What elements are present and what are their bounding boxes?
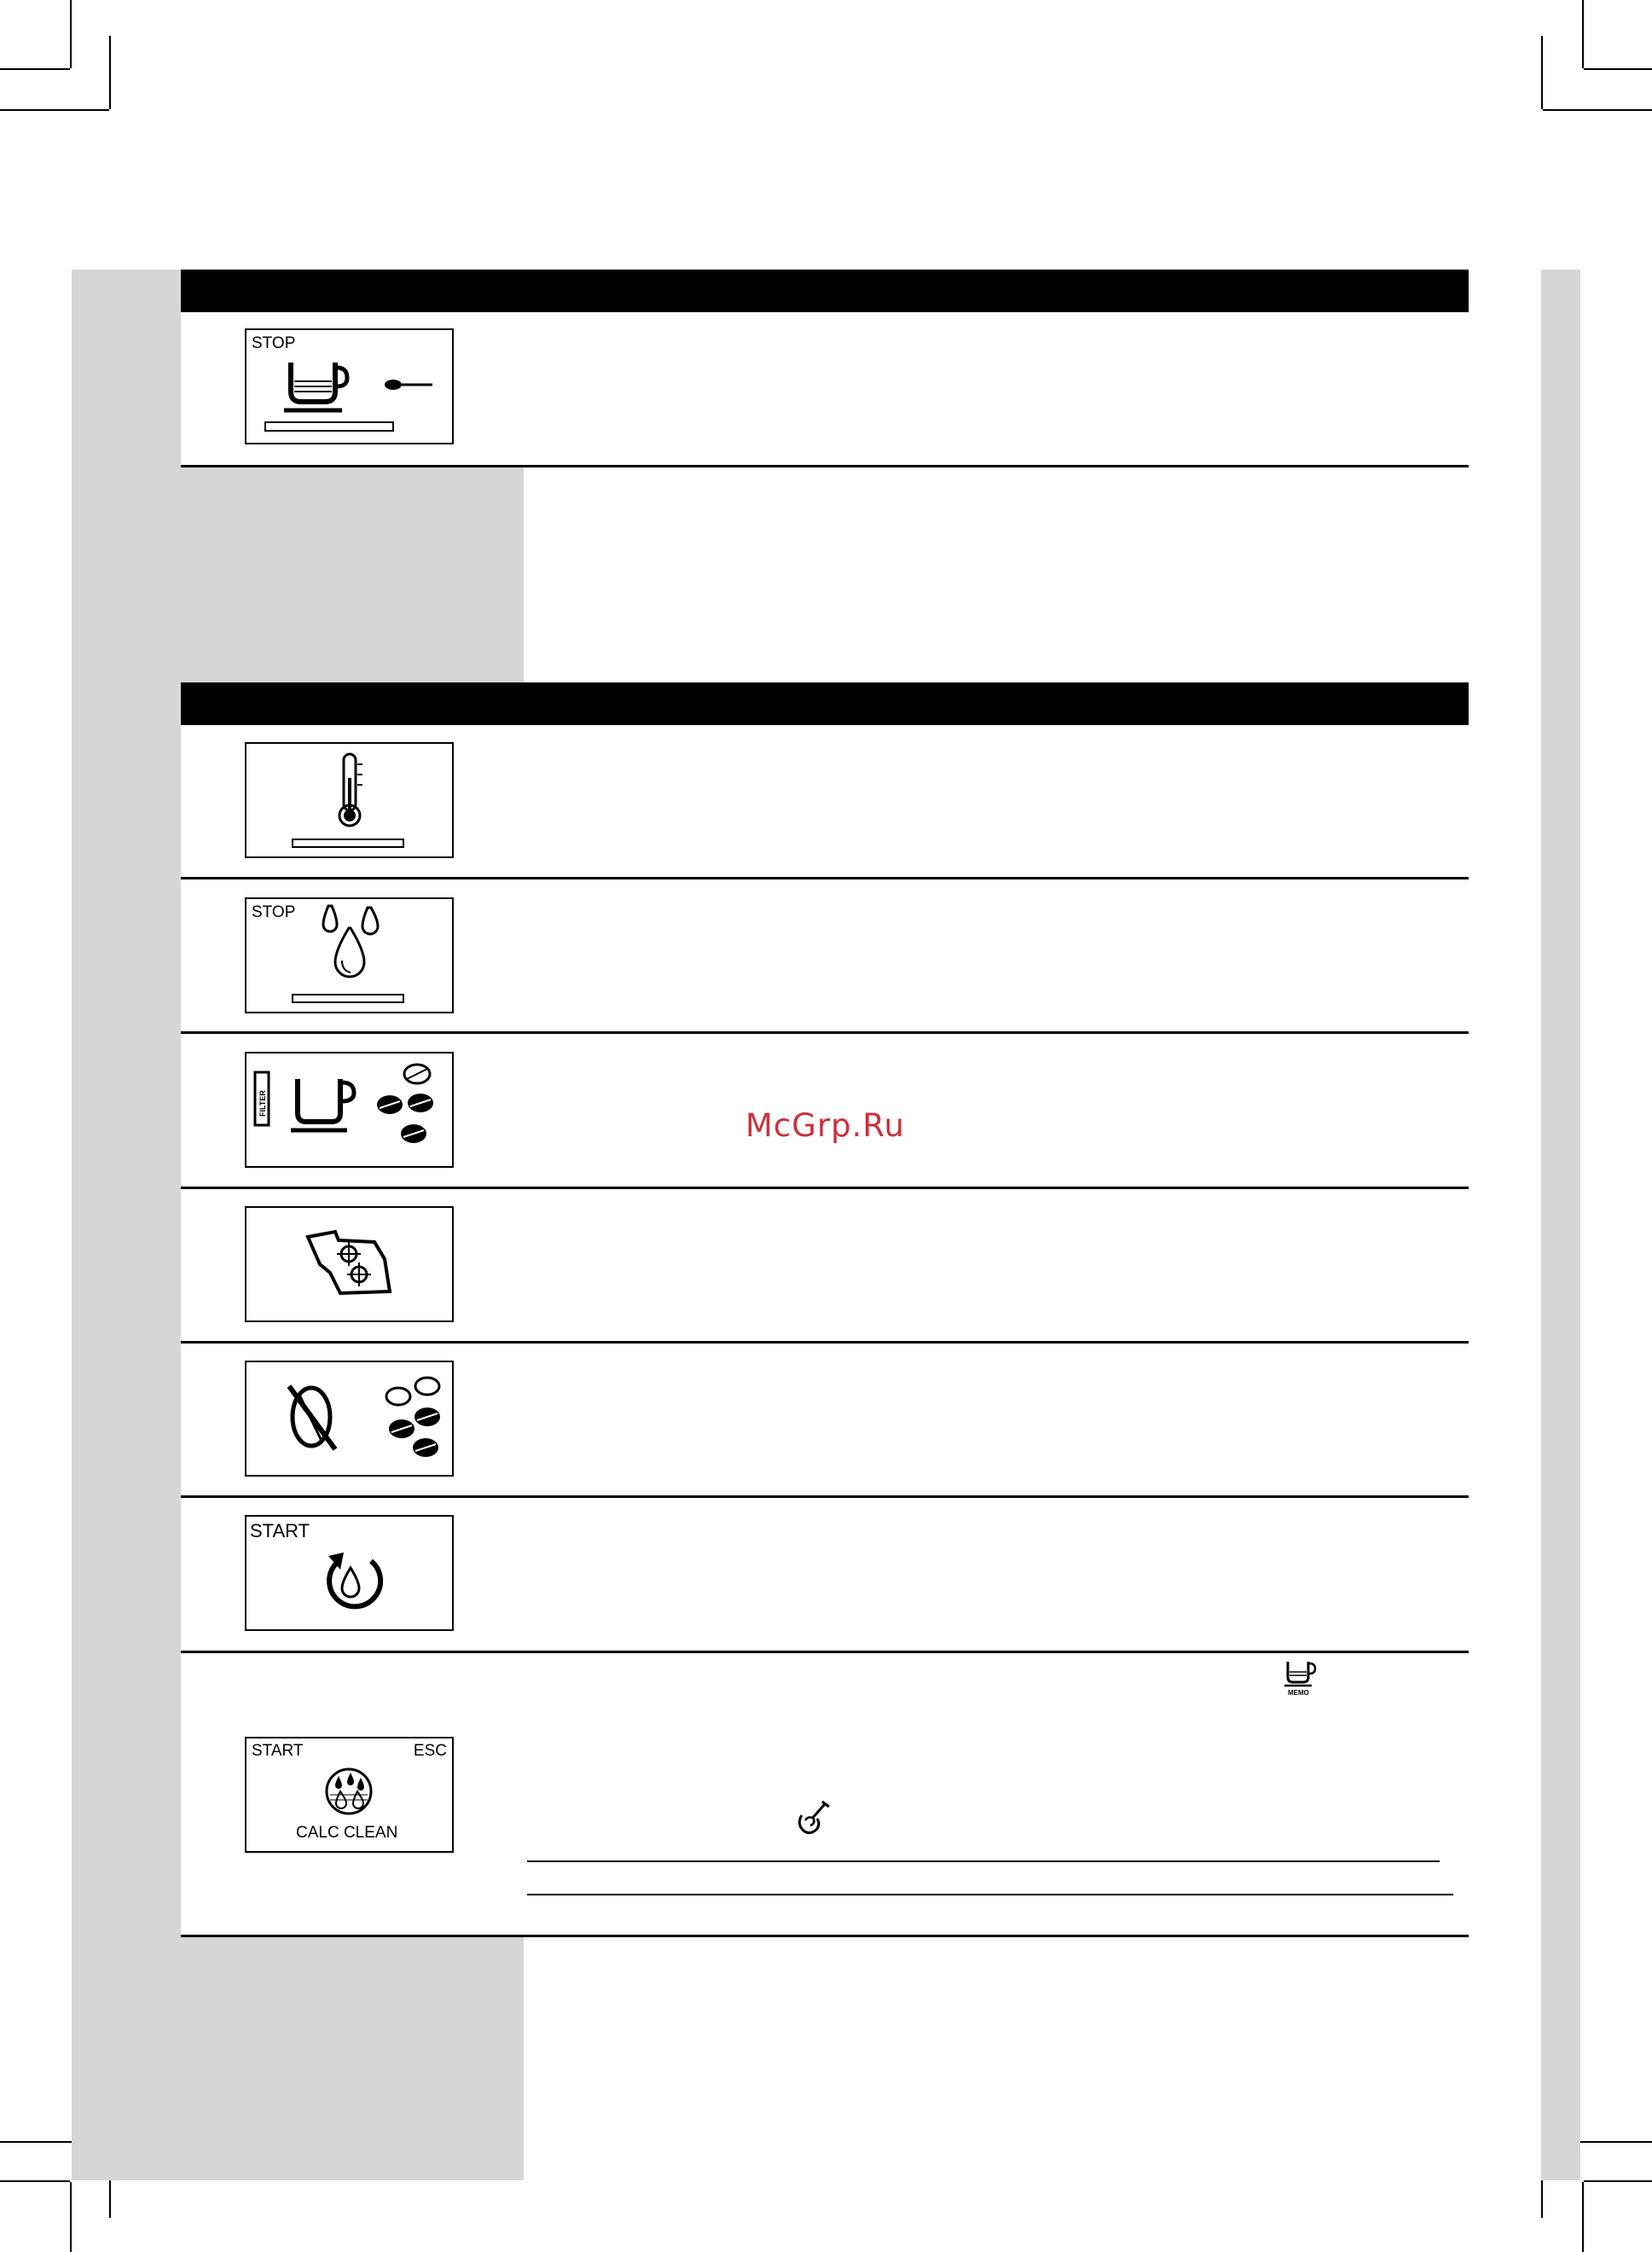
row-divider xyxy=(181,1495,1469,1498)
table-line xyxy=(527,1894,1453,1895)
row-divider xyxy=(181,877,1469,879)
svg-text:FILTER: FILTER xyxy=(258,1090,267,1117)
panel-start-label: START xyxy=(252,1742,304,1760)
filter-cup-beans-icon xyxy=(246,1053,452,1166)
display-heating xyxy=(245,742,454,858)
left-margin-gray xyxy=(72,270,181,2180)
panel-esc-label: ESC xyxy=(413,1742,447,1760)
row-divider xyxy=(181,1341,1469,1344)
crop-mark xyxy=(1543,109,1652,111)
crop-mark xyxy=(70,2182,72,2252)
panel-start-label: START xyxy=(250,1520,310,1541)
display-water-stop xyxy=(245,897,454,1013)
right-margin-gray xyxy=(1541,270,1580,2180)
water-drops-icon xyxy=(246,899,452,1012)
no-ground-coffee-icon xyxy=(246,1362,452,1475)
panel-calc-clean-caption: CALC CLEAN xyxy=(296,1824,398,1842)
panel-stop-label: STOP xyxy=(252,903,296,921)
cup-icon xyxy=(298,1079,340,1122)
row-divider xyxy=(181,1935,1469,1937)
brew-group-icon xyxy=(246,1208,452,1320)
display-calc-clean xyxy=(245,1737,454,1853)
table-line xyxy=(527,1860,1440,1862)
crop-mark xyxy=(1541,36,1543,109)
watermark-text: McGrp.Ru xyxy=(745,1107,905,1144)
table-header-bar xyxy=(181,270,1469,312)
bean-icon xyxy=(386,1388,410,1405)
crop-mark xyxy=(0,68,70,70)
spoon-icon xyxy=(385,380,402,390)
left-column-gray-bottom xyxy=(181,1937,524,2180)
display-no-ground-beans xyxy=(245,1361,454,1477)
left-column-gray-top xyxy=(181,467,524,682)
refill-circuit-icon xyxy=(246,1517,452,1629)
display-circuit-start xyxy=(245,1515,454,1631)
memo-label: MEMO xyxy=(1288,1689,1309,1697)
display-cup-stop xyxy=(245,328,454,444)
crop-mark xyxy=(1582,0,1584,68)
row-divider xyxy=(181,1031,1469,1034)
memo-cup-icon xyxy=(1281,1657,1322,1699)
display-brew-group xyxy=(245,1206,454,1322)
crop-mark xyxy=(109,36,111,109)
crop-mark xyxy=(0,109,109,111)
crop-mark xyxy=(0,2180,70,2182)
thermometer-icon xyxy=(246,744,452,856)
row-divider xyxy=(181,1651,1469,1653)
row-divider xyxy=(181,1187,1469,1189)
display-filter-cup-beans xyxy=(245,1052,454,1168)
crop-mark xyxy=(1584,68,1652,70)
row-divider xyxy=(181,465,1469,467)
panel-stop-label: STOP xyxy=(252,334,296,352)
cup-icon xyxy=(246,330,452,443)
cleaning-brush-icon xyxy=(793,1798,832,1837)
crop-mark xyxy=(70,0,72,68)
crop-mark xyxy=(1582,2182,1584,2252)
table-header-bar xyxy=(181,682,1469,725)
crop-mark xyxy=(1584,2180,1652,2182)
